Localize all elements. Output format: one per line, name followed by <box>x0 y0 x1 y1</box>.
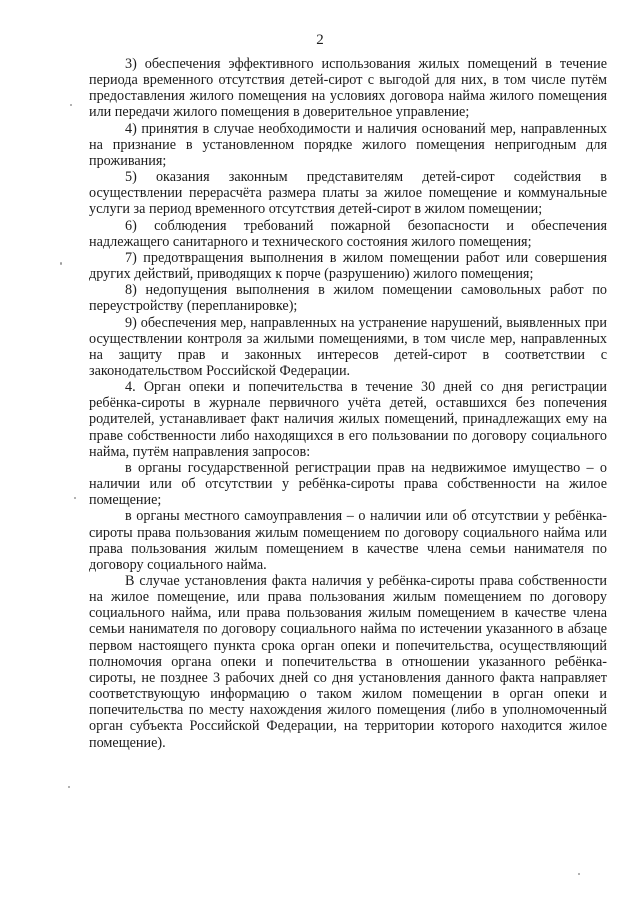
paragraph-item-9: 9) обеспечения мер, направленных на устранение нарушений, выявленных при осуществлении контроля за жилыми помещениями, в том числе мер, направленных на защиту прав и законных интересов детей-сирот в соответствии с законодательством Российской Федерации. <box>89 314 607 379</box>
scan-speck <box>60 262 62 265</box>
scan-speck <box>74 497 76 499</box>
paragraph-item-3: 3) обеспечения эффективного использования жилых помещений в течение периода временного отсутствия детей-сирот с выгодой для них, в том числе путём предоставления жилого помещения на условиях договора найма жилого помещения или передачи жилого помещения в доверительное управление; <box>89 56 607 121</box>
paragraph-request-local-government: в органы местного самоуправления – о наличии или об отсутствии у ребёнка-сироты права пользования жилым помещением по договору социального найма или права пользования жилым помещением в качестве члена семьи нанимателя по договору социального найма. <box>89 508 607 573</box>
page-number: 2 <box>316 32 324 48</box>
paragraph-item-8: 8) недопущения выполнения в жилом помещении самовольных работ по переустройству (перепланировке); <box>89 282 607 315</box>
paragraph-item-5: 5) оказания законным представителям детей-сирот содействия в осуществлении перерасчёта размера платы за жилое помещение и коммунальные услуги за период временного отсутствия детей-сирот в жилом помещении; <box>89 169 607 218</box>
scan-speck <box>578 873 580 875</box>
paragraph-item-6: 6) соблюдения требований пожарной безопасности и обеспечения надлежащего санитарного и технического состояния жилого помещения; <box>89 217 607 250</box>
paragraph-request-registry: в органы государственной регистрации прав на недвижимое имущество – о наличии или об отсутствии у ребёнка-сироты права собственности на жилое помещение; <box>89 459 607 509</box>
paragraph-case-established: В случае установления факта наличия у ребёнка-сироты права собственности на жилое помещение, или права пользования жилым помещением по договору социального найма, или права пользования жилым помещением в качестве члена семьи нанимателя по договору социального найма по истечении указанного в абзаце первом настоящего пункта срока орган опеки и попечительства, осуществляющий полномочия органа опеки и попечительства в отношении указанного ребёнка-сироты, не позднее 3 рабочих дней со дня установления данного факта направляет соответствующую информацию о таком жилом помещении в орган опеки и попечительства по месту нахождения жилого помещения (либо в уполномоченный орган субъекта Российской Федерации, на территории которого находится жилое помещение). <box>89 573 607 751</box>
document-body <box>89 56 607 751</box>
scan-speck <box>68 786 70 788</box>
paragraph-section-4: 4. Орган опеки и попечительства в течение 30 дней со дня регистрации ребёнка-сироты в журнале первичного учёта детей, оставшихся без попечения родителей, устанавливает факт наличия жилых помещений, принадлежащих ему на праве собственности либо находящихся в его пользовании по договору социального найма, путём направления запросов: <box>89 379 607 460</box>
scan-speck <box>70 104 72 106</box>
paragraph-item-4: 4) принятия в случае необходимости и наличия оснований мер, направленных на признание в установленном порядке жилого помещения непригодным для проживания; <box>89 120 607 169</box>
paragraph-item-7: 7) предотвращения выполнения в жилом помещении работ или совершения других действий, приводящих к порче (разрушению) жилого помещения; <box>89 249 607 283</box>
